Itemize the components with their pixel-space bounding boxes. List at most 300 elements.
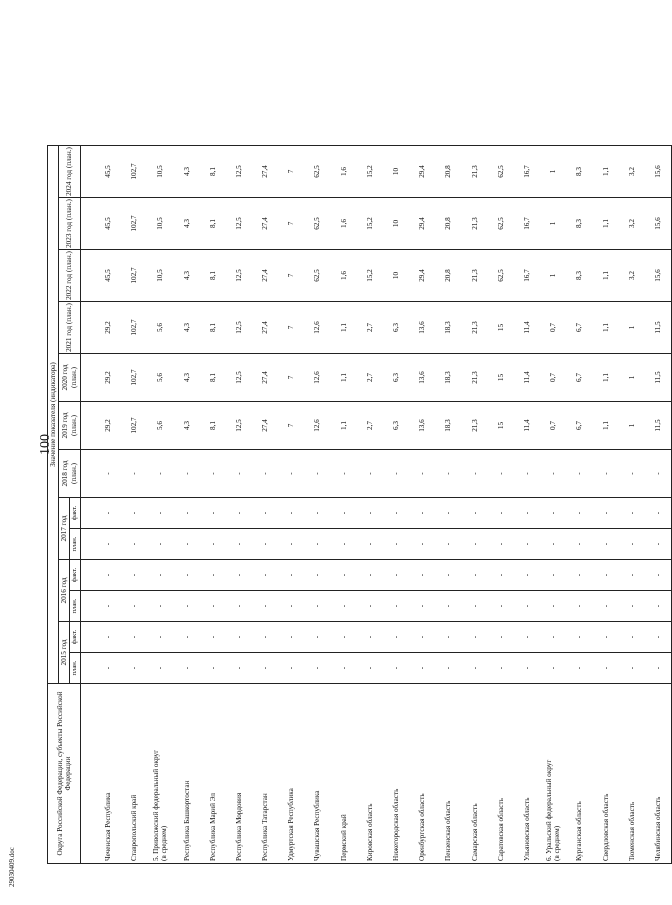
value-cell: 18,3 (435, 302, 461, 354)
value-cell: - (383, 653, 409, 684)
value-cell: - (566, 560, 592, 591)
value-cell: - (200, 560, 226, 591)
value-cell: 10,5 (147, 146, 173, 198)
value-cell: - (566, 653, 592, 684)
value-cell: 1,1 (331, 354, 357, 402)
value-cell: - (383, 591, 409, 622)
value-cell: - (488, 529, 514, 560)
spacer-cell (81, 622, 96, 653)
region-name (409, 684, 435, 864)
value-cell: - (619, 498, 645, 529)
region-name-line: Республика Марий Эл (208, 793, 217, 861)
value-cell: - (593, 653, 619, 684)
value-cell: 29,4 (409, 250, 435, 302)
value-cell: 10 (383, 250, 409, 302)
value-cell: 8,1 (200, 402, 226, 450)
value-cell: - (409, 653, 435, 684)
value-cell: 15,6 (645, 146, 672, 198)
value-cell: - (593, 498, 619, 529)
value-cell: 29,2 (95, 402, 121, 450)
value-cell: 62,5 (305, 146, 331, 198)
value-cell: 12,5 (226, 402, 252, 450)
value-cell: - (357, 529, 383, 560)
value-cell: 12,5 (226, 146, 252, 198)
value-cell: - (435, 498, 461, 529)
header-year-2016: 2016 год (59, 560, 70, 622)
value-cell: 18,3 (435, 354, 461, 402)
value-cell: 1,6 (331, 250, 357, 302)
region-name (566, 684, 592, 864)
header-indicator-group: Значение показателя (индикатора) (48, 146, 59, 684)
value-cell: - (331, 622, 357, 653)
table-row (147, 146, 173, 864)
value-cell: - (619, 653, 645, 684)
value-cell: - (121, 498, 147, 529)
region-name-line: Оренбургская область (418, 793, 427, 861)
value-cell: 1,1 (593, 354, 619, 402)
value-cell: - (174, 450, 200, 498)
value-cell: - (540, 560, 566, 591)
value-cell: 1 (619, 354, 645, 402)
value-cell: 11,5 (645, 354, 672, 402)
value-cell: 27,4 (252, 146, 278, 198)
value-cell: 62,5 (488, 198, 514, 250)
spacer-cell (81, 529, 96, 560)
value-cell: 27,4 (252, 302, 278, 354)
region-name (147, 684, 173, 864)
value-cell: - (462, 653, 488, 684)
value-cell: 15 (488, 402, 514, 450)
value-cell: 102,7 (121, 302, 147, 354)
value-cell: - (200, 622, 226, 653)
value-cell: - (147, 498, 173, 529)
value-cell: 4,3 (174, 250, 200, 302)
table-row (278, 146, 304, 864)
value-cell: - (305, 591, 331, 622)
table-row (331, 146, 357, 864)
value-cell: - (435, 622, 461, 653)
value-cell: - (147, 653, 173, 684)
value-cell: - (252, 498, 278, 529)
value-cell: - (147, 529, 173, 560)
region-name-line: Ульяновская область (522, 797, 531, 861)
value-cell: - (488, 450, 514, 498)
region-name (383, 684, 409, 864)
value-cell: - (462, 622, 488, 653)
value-cell: 21,3 (462, 302, 488, 354)
region-name-line: Удмуртская Республика (287, 788, 296, 861)
value-cell: - (200, 529, 226, 560)
value-cell: 12,5 (226, 302, 252, 354)
region-name-line: Кировская область (365, 803, 374, 861)
value-cell: 8,1 (200, 198, 226, 250)
value-cell: - (278, 653, 304, 684)
value-cell: 16,7 (514, 250, 540, 302)
value-cell: 11,4 (514, 302, 540, 354)
value-cell: 27,4 (252, 250, 278, 302)
value-cell: 2,7 (357, 302, 383, 354)
value-cell: 21,3 (462, 198, 488, 250)
value-cell: 7 (278, 354, 304, 402)
value-cell: - (357, 450, 383, 498)
value-cell: 15,2 (357, 146, 383, 198)
value-cell: 12,5 (226, 354, 252, 402)
value-cell: - (488, 498, 514, 529)
spacer-cell (81, 560, 96, 591)
value-cell: - (305, 560, 331, 591)
value-cell: - (435, 529, 461, 560)
table-row (174, 146, 200, 864)
region-name (357, 684, 383, 864)
region-name-line: Пермский край (339, 814, 348, 861)
value-cell: - (174, 529, 200, 560)
value-cell: - (566, 529, 592, 560)
value-cell: 11,4 (514, 354, 540, 402)
value-cell: 20,8 (435, 146, 461, 198)
value-cell: 5,6 (147, 302, 173, 354)
value-cell: 6,3 (383, 354, 409, 402)
page-number: 100 (38, 434, 53, 455)
value-cell: - (331, 591, 357, 622)
value-cell: - (357, 560, 383, 591)
value-cell: - (95, 560, 121, 591)
value-cell: 6,7 (566, 354, 592, 402)
region-name (305, 684, 331, 864)
spacer-cell (81, 450, 96, 498)
value-cell: 16,7 (514, 198, 540, 250)
region-name (514, 684, 540, 864)
value-cell: - (566, 591, 592, 622)
region-name (462, 684, 488, 864)
table-row (435, 146, 461, 864)
value-cell: - (174, 591, 200, 622)
value-cell: - (95, 653, 121, 684)
value-cell: - (645, 653, 672, 684)
value-cell: - (95, 450, 121, 498)
header-year-2018: 2018 год (план.) (59, 450, 81, 498)
value-cell: - (619, 529, 645, 560)
value-cell: 62,5 (305, 250, 331, 302)
region-name-line: 6. Уральский федеральный округ (545, 759, 553, 861)
value-cell: - (226, 653, 252, 684)
value-cell: 4,3 (174, 198, 200, 250)
value-cell: - (252, 529, 278, 560)
value-cell: - (226, 498, 252, 529)
region-name (252, 684, 278, 864)
table-row (121, 146, 147, 864)
value-cell: - (435, 560, 461, 591)
value-cell: 16,7 (514, 146, 540, 198)
value-cell: - (305, 498, 331, 529)
value-cell: 102,7 (121, 198, 147, 250)
header-fact: факт. (70, 498, 81, 529)
value-cell: - (200, 591, 226, 622)
value-cell: 29,2 (95, 354, 121, 402)
value-cell: - (514, 529, 540, 560)
value-cell: - (566, 498, 592, 529)
spacer-cell (81, 591, 96, 622)
value-cell: 7 (278, 250, 304, 302)
region-name (619, 684, 645, 864)
indicator-table (47, 145, 672, 864)
table-row (226, 146, 252, 864)
table-row (95, 146, 121, 864)
value-cell: 20,8 (435, 250, 461, 302)
value-cell: 1 (619, 402, 645, 450)
region-name-line: 5. Приволжский федеральный округ (152, 749, 161, 861)
value-cell: 5,6 (147, 354, 173, 402)
value-cell: - (200, 653, 226, 684)
value-cell: 20,8 (435, 198, 461, 250)
header-plan: план. (70, 653, 81, 684)
value-cell: 10,5 (147, 250, 173, 302)
value-cell: - (462, 498, 488, 529)
value-cell: 8,3 (566, 198, 592, 250)
value-cell: - (462, 591, 488, 622)
header-year-2015: 2015 год (59, 622, 70, 684)
value-cell: - (252, 653, 278, 684)
value-cell: 62,5 (488, 146, 514, 198)
region-name (226, 684, 252, 864)
value-cell: - (462, 450, 488, 498)
table-row (645, 146, 672, 864)
value-cell: 7 (278, 146, 304, 198)
value-cell: - (540, 622, 566, 653)
value-cell: 5,6 (147, 402, 173, 450)
value-cell: - (383, 529, 409, 560)
region-name-suffix: (в среднем) (160, 825, 169, 861)
value-cell: - (593, 560, 619, 591)
value-cell: 29,4 (409, 198, 435, 250)
region-name-line: Челябинская область (653, 796, 662, 861)
value-cell: - (435, 653, 461, 684)
rotated-sheet (47, 26, 662, 864)
value-cell: - (514, 450, 540, 498)
value-cell: 62,5 (488, 250, 514, 302)
value-cell: 7 (278, 198, 304, 250)
table-row (357, 146, 383, 864)
footer-filename: 29030409.doc (8, 847, 16, 887)
value-cell: 1,1 (593, 402, 619, 450)
value-cell: 45,5 (95, 250, 121, 302)
value-cell: - (540, 529, 566, 560)
value-cell: 1,1 (593, 198, 619, 250)
region-name (645, 684, 672, 864)
value-cell: 8,1 (200, 354, 226, 402)
value-cell: - (619, 622, 645, 653)
value-cell: - (252, 450, 278, 498)
value-cell: 29,4 (409, 146, 435, 198)
value-cell: 13,6 (409, 402, 435, 450)
value-cell: - (540, 591, 566, 622)
value-cell: - (435, 450, 461, 498)
value-cell: - (278, 560, 304, 591)
value-cell: - (357, 498, 383, 529)
value-cell: 15,6 (645, 198, 672, 250)
region-name-line: Курганская область (575, 801, 584, 861)
value-cell: - (514, 653, 540, 684)
value-cell: - (147, 591, 173, 622)
value-cell: 6,7 (566, 402, 592, 450)
region-name (331, 684, 357, 864)
value-cell: - (252, 560, 278, 591)
spacer-cell (81, 653, 96, 684)
value-cell: - (409, 622, 435, 653)
value-cell: 62,5 (305, 198, 331, 250)
value-cell: - (540, 498, 566, 529)
value-cell: - (226, 560, 252, 591)
value-cell: - (357, 591, 383, 622)
value-cell: - (121, 653, 147, 684)
value-cell: - (593, 622, 619, 653)
value-cell: 102,7 (121, 402, 147, 450)
value-cell: - (514, 498, 540, 529)
value-cell: - (174, 653, 200, 684)
header-plan: план. (70, 529, 81, 560)
value-cell: - (121, 450, 147, 498)
region-name (488, 684, 514, 864)
value-cell: - (540, 450, 566, 498)
header-year-2019: 2019 год (план.) (59, 402, 81, 450)
value-cell: 4,3 (174, 302, 200, 354)
header-year-2021: 2021 год (план.) (59, 302, 81, 354)
value-cell: - (488, 622, 514, 653)
region-name (435, 684, 461, 864)
value-cell: 27,4 (252, 198, 278, 250)
value-cell: 15,2 (357, 198, 383, 250)
value-cell: 1,1 (593, 250, 619, 302)
value-cell: - (121, 529, 147, 560)
value-cell: - (619, 450, 645, 498)
region-name-suffix: (в среднем) (553, 825, 562, 861)
value-cell: 1,6 (331, 198, 357, 250)
spacer-cell (81, 498, 96, 529)
value-cell: 15 (488, 354, 514, 402)
value-cell: - (619, 591, 645, 622)
value-cell: 27,4 (252, 402, 278, 450)
value-cell: - (566, 450, 592, 498)
value-cell: 1 (540, 146, 566, 198)
value-cell: 15,2 (357, 250, 383, 302)
value-cell: - (226, 591, 252, 622)
value-cell: 1,1 (331, 402, 357, 450)
value-cell: - (488, 653, 514, 684)
value-cell: - (409, 560, 435, 591)
value-cell: - (226, 529, 252, 560)
table-row (488, 146, 514, 864)
value-cell: - (593, 591, 619, 622)
table-row (200, 146, 226, 864)
value-cell: 21,3 (462, 250, 488, 302)
value-cell: - (174, 560, 200, 591)
region-name-line: Пензенская область (444, 800, 453, 861)
value-cell: 1 (540, 250, 566, 302)
value-cell: - (383, 560, 409, 591)
value-cell: 1,1 (593, 302, 619, 354)
value-cell: - (514, 622, 540, 653)
value-cell: 13,6 (409, 354, 435, 402)
value-cell: - (488, 591, 514, 622)
value-cell: 27,4 (252, 354, 278, 402)
value-cell: - (514, 560, 540, 591)
value-cell: - (147, 622, 173, 653)
value-cell: 15 (488, 302, 514, 354)
region-name (278, 684, 304, 864)
spacer-cell (81, 354, 96, 402)
value-cell: - (331, 529, 357, 560)
value-cell: - (226, 450, 252, 498)
value-cell: 4,3 (174, 146, 200, 198)
value-cell: 21,3 (462, 354, 488, 402)
value-cell: - (252, 591, 278, 622)
value-cell: - (593, 450, 619, 498)
value-cell: 8,3 (566, 146, 592, 198)
table-row (305, 146, 331, 864)
value-cell: - (95, 498, 121, 529)
region-name-line: Нижегородская область (392, 788, 401, 861)
value-cell: - (383, 498, 409, 529)
value-cell: - (252, 622, 278, 653)
value-cell: 10,5 (147, 198, 173, 250)
value-cell: 10 (383, 198, 409, 250)
table-row (383, 146, 409, 864)
table-row (514, 146, 540, 864)
value-cell: 8,1 (200, 250, 226, 302)
region-name-line: Республика Башкортостан (182, 780, 191, 861)
value-cell: - (566, 622, 592, 653)
table-body (81, 146, 672, 864)
region-name-line: Республика Мордовия (234, 792, 243, 861)
value-cell: 45,5 (95, 146, 121, 198)
value-cell: 2,7 (357, 354, 383, 402)
value-cell: - (593, 529, 619, 560)
value-cell: 29,2 (95, 302, 121, 354)
value-cell: - (619, 560, 645, 591)
value-cell: 3,2 (619, 250, 645, 302)
region-name (95, 684, 121, 864)
value-cell: - (645, 622, 672, 653)
value-cell: 2,7 (357, 402, 383, 450)
value-cell: 18,3 (435, 402, 461, 450)
region-name-line: Чеченская Республика (103, 792, 112, 861)
value-cell: 0,7 (540, 354, 566, 402)
region-name-line: Республика Татарстан (261, 793, 270, 861)
value-cell: 7 (278, 402, 304, 450)
value-cell: - (278, 450, 304, 498)
value-cell: - (331, 498, 357, 529)
value-cell: - (645, 591, 672, 622)
region-name (540, 684, 566, 864)
value-cell: 8,1 (200, 302, 226, 354)
spacer-cell (81, 684, 96, 864)
value-cell: - (409, 450, 435, 498)
value-cell: - (95, 622, 121, 653)
value-cell: 8,1 (200, 146, 226, 198)
value-cell: - (331, 450, 357, 498)
value-cell: - (645, 498, 672, 529)
header-fact: факт. (70, 622, 81, 653)
value-cell: - (488, 560, 514, 591)
region-name-line: Саратовская область (496, 798, 505, 861)
value-cell: 1,1 (593, 146, 619, 198)
region-name-line: Ставропольский край (130, 794, 139, 861)
region-name-line: Чувашская Республика (313, 790, 322, 861)
value-cell: 13,6 (409, 302, 435, 354)
value-cell: - (305, 529, 331, 560)
value-cell: 3,2 (619, 146, 645, 198)
value-cell: - (95, 529, 121, 560)
value-cell: - (462, 529, 488, 560)
